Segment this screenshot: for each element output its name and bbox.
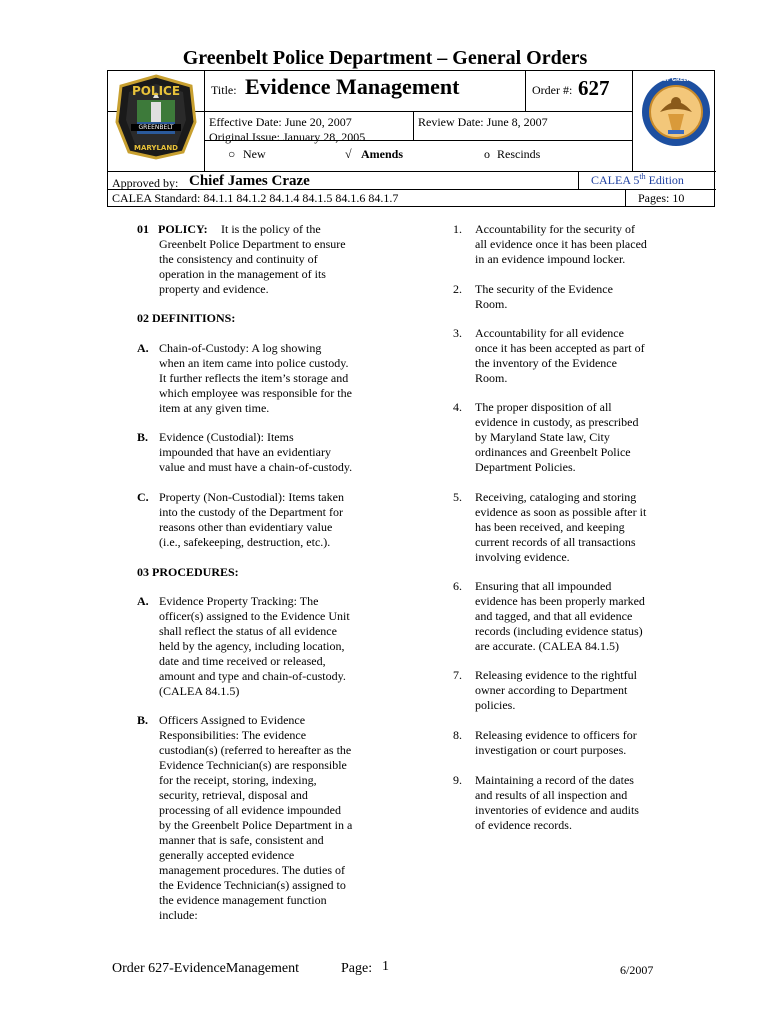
- list-line: by Maryland State law, City: [475, 430, 610, 444]
- definition-line: impounded that have an evidentiary: [159, 445, 331, 459]
- list-number: 2.: [453, 282, 462, 296]
- order-title: Evidence Management: [245, 74, 460, 99]
- document-title: Greenbelt Police Department – General Orders: [182, 47, 588, 69]
- logo-text-state: MARYLAND: [133, 144, 178, 152]
- definition-label: A.: [137, 341, 149, 355]
- procedure-line: for the receipt, storing, indexing,: [159, 773, 317, 787]
- list-number: 3.: [453, 326, 462, 340]
- list-line: The security of the Evidence: [475, 282, 613, 296]
- definition-label: C.: [137, 490, 149, 504]
- procedures-heading: 03 PROCEDURES:: [137, 565, 239, 579]
- seal-text: CITY OF GREENBELT: [648, 77, 704, 83]
- calea-edition-sup: th: [639, 172, 646, 181]
- list-line: of evidence records.: [475, 818, 572, 832]
- definition-line: It further reflects the item’s storage and: [159, 371, 349, 385]
- procedure-line: held by the agency, including location,: [159, 639, 345, 653]
- definition-line: item at any given time.: [159, 401, 270, 415]
- list-line: Releasing evidence to the rightful: [475, 668, 637, 682]
- procedure-label: A.: [137, 594, 149, 608]
- list-line: Receiving, cataloging and storing: [475, 490, 637, 504]
- list-line: Accountability for the security of: [475, 222, 635, 236]
- procedure-line: generally accepted evidence: [159, 848, 295, 862]
- procedure-line: Officers Assigned to Evidence: [159, 713, 306, 727]
- list-line: Releasing evidence to officers for: [475, 728, 637, 742]
- procedure-line: manner that is safe, consistent and: [159, 833, 324, 847]
- definition-line: which employee was responsible for the: [159, 386, 352, 400]
- procedure-line: processing of all evidence impounded: [159, 803, 341, 817]
- procedure-line: officer(s) assigned to the Evidence Unit: [159, 609, 350, 623]
- list-line: in an evidence impound locker.: [475, 252, 626, 266]
- list-line: involving evidence.: [475, 550, 570, 564]
- list-line: all evidence once it has been placed: [475, 237, 647, 251]
- list-line: evidence in custody, as prescribed: [475, 415, 639, 429]
- definition-line: when an item came into police custody.: [159, 356, 349, 370]
- procedure-line: the evidence management function: [159, 893, 327, 907]
- list-line: Maintaining a record of the dates: [475, 773, 634, 787]
- list-line: ordinances and Greenbelt Police: [475, 445, 631, 459]
- definitions-heading: 02 DEFINITIONS:: [137, 311, 236, 325]
- procedure-line: include:: [159, 908, 198, 922]
- list-line: records (including evidence status): [475, 624, 643, 638]
- procedure-line: by the Greenbelt Police Department in a: [159, 818, 353, 832]
- policy-text: [159, 237, 379, 297]
- list-number: 4.: [453, 400, 462, 414]
- definition-label: B.: [137, 430, 149, 444]
- divider: [578, 171, 579, 189]
- list-line: investigation or court purposes.: [475, 743, 627, 757]
- list-line: evidence has been properly marked: [475, 594, 645, 608]
- status-new: New: [243, 147, 266, 161]
- footer-page-label: Page:: [341, 961, 373, 976]
- status-rescinds: Rescinds: [497, 147, 541, 161]
- list-number: 7.: [453, 668, 462, 682]
- list-line: The proper disposition of all: [475, 400, 612, 414]
- policy-text-line: operation in the management of its: [159, 267, 326, 281]
- divider: [632, 71, 633, 171]
- policy-text-line: the consistency and continuity of: [159, 252, 318, 266]
- procedure-line: date and time received or released,: [159, 654, 326, 668]
- definition-line: Evidence (Custodial): Items: [159, 430, 294, 444]
- list-line: inventories of evidence and audits: [475, 803, 639, 817]
- list-line: evidence as soon as possible after it: [475, 505, 647, 519]
- list-line: Department Policies.: [475, 460, 576, 474]
- list-line: and tagged, and that all evidence: [475, 609, 633, 623]
- status-amends-mark: √: [345, 147, 352, 161]
- policy-text-line: property and evidence.: [159, 282, 269, 296]
- footer-order-name: Order 627-EvidenceManagement: [112, 961, 299, 976]
- logo-text-city: GREENBELT: [131, 124, 181, 131]
- policy-text-line: Greenbelt Police Department to ensure: [159, 237, 346, 251]
- status-new-mark: ○: [228, 147, 236, 161]
- divider: [625, 189, 626, 207]
- list-line: and results of all inspection and: [475, 788, 628, 802]
- calea-standard: CALEA Standard: 84.1.1 84.1.2 84.1.4 84.1.5 84.1.6 84.1.7: [112, 191, 399, 205]
- policy-label: POLICY:: [158, 222, 208, 236]
- definition-line: (i.e., safekeeping, destruction, etc.).: [159, 535, 331, 549]
- procedure-line: security, retrieval, disposal and: [159, 788, 308, 802]
- list-line: Room.: [475, 371, 508, 385]
- list-number: 6.: [453, 579, 462, 593]
- list-line: current records of all transactions: [475, 535, 636, 549]
- list-line: the inventory of the Evidence: [475, 356, 617, 370]
- policy-number: 01: [137, 222, 149, 236]
- divider: [525, 71, 526, 111]
- definition-line: Chain-of-Custody: A log showing: [159, 341, 322, 355]
- list-number: 5.: [453, 490, 462, 504]
- list-line: Accountability for all evidence: [475, 326, 624, 340]
- policy-text-line: It is the policy of the: [221, 222, 321, 236]
- list-line: are accurate. (CALEA 84.1.5): [475, 639, 619, 653]
- calea-edition-suffix: Edition: [645, 173, 684, 187]
- procedure-line: (CALEA 84.1.5): [159, 684, 240, 698]
- procedure-line: shall reflect the status of all evidence: [159, 624, 337, 638]
- definition-line: Property (Non-Custodial): Items taken: [159, 490, 344, 504]
- logo-text-police: POLICE: [131, 84, 181, 98]
- order-number-label: Order #:: [532, 83, 573, 97]
- definition-line: value and must have a chain-of-custody.: [159, 460, 353, 474]
- city-seal-logo: [638, 72, 714, 152]
- procedure-line: Evidence Property Tracking: The: [159, 594, 319, 608]
- original-issue-date: Original Issue: January 28, 2005: [209, 130, 366, 144]
- procedure-label: B.: [137, 713, 149, 727]
- status-rescinds-mark: o: [484, 147, 490, 161]
- list-number: 8.: [453, 728, 462, 742]
- list-number: 9.: [453, 773, 462, 787]
- order-number: 627: [578, 76, 610, 100]
- footer-date: 6/2007: [620, 963, 654, 977]
- effective-date: Effective Date: June 20, 2007: [209, 115, 352, 129]
- approved-by-name: Chief James Craze: [189, 173, 310, 189]
- police-badge-logo: [113, 74, 199, 160]
- list-number: 1.: [453, 222, 462, 236]
- procedure-line: Responsibilities: The evidence: [159, 728, 307, 742]
- list-line: has been received, and keeping: [475, 520, 625, 534]
- status-amends: Amends: [361, 147, 404, 161]
- calea-edition: [591, 172, 684, 188]
- list-line: Room.: [475, 297, 508, 311]
- list-line: policies.: [475, 698, 516, 712]
- footer-page-number: 1: [382, 959, 389, 974]
- definition-line: reasons other than evidentiary value: [159, 520, 333, 534]
- list-line: once it has been accepted as part of: [475, 341, 645, 355]
- title-label: Title:: [211, 83, 237, 97]
- review-date: Review Date: June 8, 2007: [418, 115, 548, 129]
- procedure-line: management procedures. The duties of: [159, 863, 346, 877]
- list-line: owner according to Department: [475, 683, 628, 697]
- approved-by-label: Approved by:: [112, 176, 179, 190]
- calea-edition-prefix: CALEA 5: [591, 173, 640, 187]
- procedure-line: Evidence Technician(s) are responsible: [159, 758, 347, 772]
- definition-line: into the custody of the Department for: [159, 505, 343, 519]
- page-count: Pages: 10: [638, 191, 685, 205]
- divider: [413, 111, 414, 140]
- divider: [204, 71, 205, 171]
- procedure-line: custodian(s) (referred to hereafter as the: [159, 743, 352, 757]
- list-line: Ensuring that all impounded: [475, 579, 612, 593]
- procedure-line: the Evidence Technician(s) assigned to: [159, 878, 346, 892]
- procedure-line: amount and type and chain-of-custody.: [159, 669, 346, 683]
